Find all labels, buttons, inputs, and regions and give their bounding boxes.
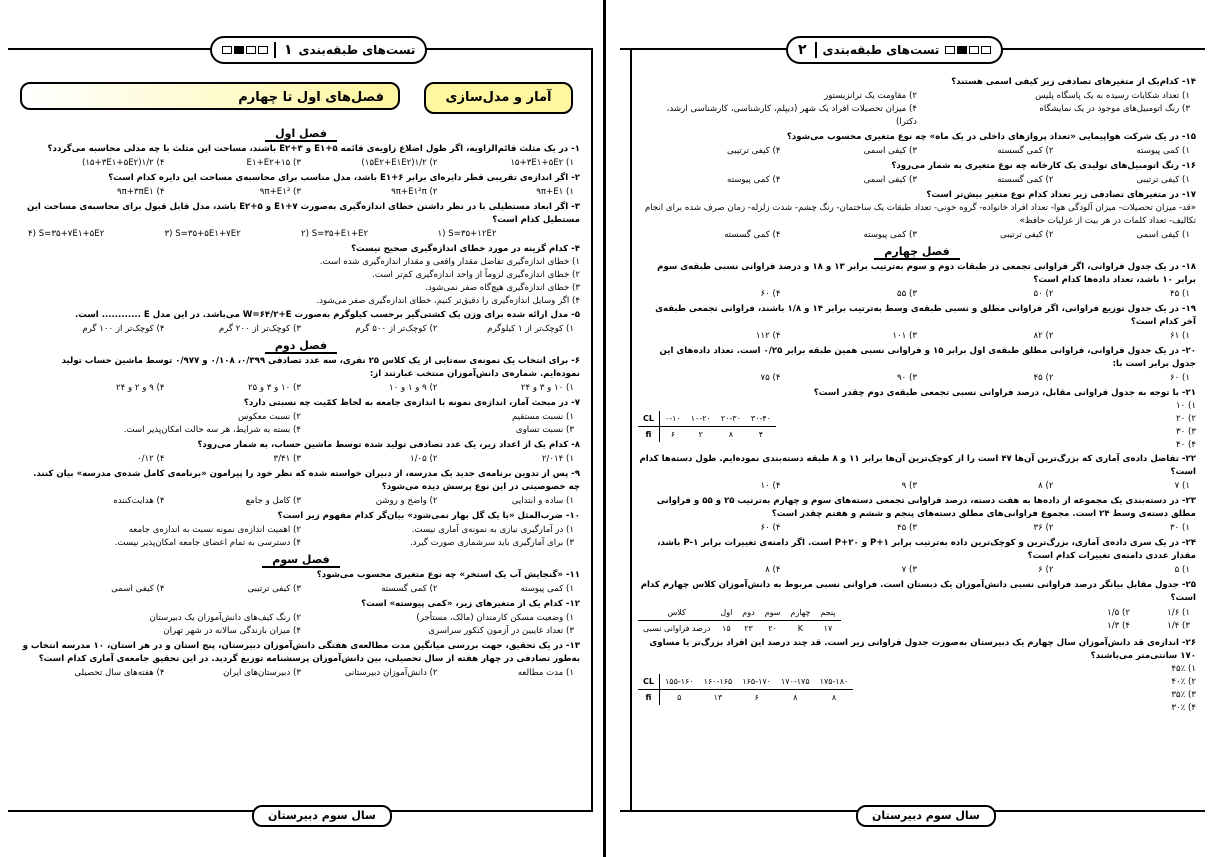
subject-label: آمار و مدل‌سازی xyxy=(445,90,552,105)
section-title: فصل دوم xyxy=(22,339,580,352)
question-3: ۳- اگر ابعاد مستطیلی با در نظر داشتن خطای اندازه‌گیری به‌صورت E۱+۷ و E۲+۵ باشد، مدل قابل قبول برای محاسبه‌ی مساحت این مستطیل کدام است؟ ۴) S=۳۵+۷E۱+۵E۲ ۳) S=۳۵+۵E۱+۷E۲ ۲) S=۳۵+E۱+E۲ ۱) S=۳۵+۱۲E۲ xyxy=(26,202,580,239)
question-14: ۱۴- کدام‌یک از متغیرهای تصادفی زیر کیفی اسمی هستند؟ ۱) تعداد شکایات رسیده به یک پاسگاه پلیس ۲) مقاومت یک ترانزیستور ۳) رنگ اتومبیل‌های موجود در یک نمایشگاه ۴) میزان تحصیلات افراد یک شهر (دیپلم، کارشناسی، کارشناسی ارشد، دکترا) xyxy=(666,77,1196,127)
question-4: ۴- کدام گزینه در مورد خطای اندازه‌گیری صحیح نیست؟ ۱) خطای اندازه‌گیری تفاضل مقدار واقعی و مقدار اندازه‌گیری شده است. ۲) خطای اندازه‌گیری لزوماً از واحد اندازه‌گیری کم‌تر است. ۳) خطای اندازه‌گیری هیچ‌گاه صفر نمی‌شود. ۴) اگر وسایل اندازه‌گیری را دقیق‌تر کنیم، خطای اندازه‌گیری صفر می‌شود. xyxy=(316,244,580,306)
right-content xyxy=(638,76,1196,716)
section-title: فصل سوم xyxy=(22,553,580,566)
subject-box xyxy=(424,82,573,114)
question-20: ۲۰- در یک جدول فراوانی، فراوانی مطلق طبقه‌ی اول برابر ۱۵ و فراوانی نسبی همین طبقه برابر ۰/۲۵ است. تعداد داده‌های این جدول برابر است با: ۱) ۶۰ ۲) ۴۵ ۳) ۹۰ ۴) ۷۵ xyxy=(659,346,1196,383)
question-22: ۲۲- تفاضل داده‌ی آماری که بزرگ‌ترین آن‌ها ۴۷ است را از کوچک‌ترین آن‌ها برابر ۱۱ و ۸ طبقه دسته‌بندی نموده‌ایم. طول دسته‌ها کدام است؟ ۱) ۷ ۲) ۸ ۳) ۹ ۴) ۱۰ xyxy=(639,454,1196,491)
left-content xyxy=(22,124,580,682)
page-right xyxy=(606,0,1211,857)
question-23: ۲۳- در دسته‌بندی یک مجموعه از داده‌ها به هفت دسته، درصد فراوانی تجمعی دسته‌های سوم و چهارم به‌ترتیب ۲۵ و ۵۵ و فراوانی مطلق دسته‌ی وسط ۲۴ است. مجموع فراوانی‌های مطلق دسته‌های پنجم و ششم و هفتم چقدر است؟ ۱) ۳۰ ۲) ۳۶ ۳) ۴۵ ۴) ۶۰ xyxy=(656,496,1196,533)
question-24: ۲۴- در یک سری داده‌ی آماری، بزرگ‌ترین و کوچک‌ترین داده به‌ترتیب برابر P+۱ و P+۲۰ است. اگر دامنه‌ی تغییرات برابر P-۱ باشد، مقدار عددی دامنه‌ی تغییرات کدام است؟ ۱) ۵ ۲) ۶ ۳) ۷ ۴) ۸ xyxy=(657,538,1196,575)
page-header xyxy=(786,36,1003,64)
frequency-table: CL ۰-۱۰ ۱۰-۲۰ ۲۰-۳۰ ۳۰-۴۰ fi ۶ ۲ ۸ ۴ xyxy=(638,411,776,442)
question-16: ۱۶- رنگ اتومبیل‌های تولیدی یک کارخانه چه نوع متغیری به شمار می‌رود؟ ۱) کیفی ترتیبی ۲) کمی گسسته ۳) کیفی اسمی ۴) کمی پیوسته xyxy=(727,161,1196,185)
question-5: ۵- مدل ارائه شده برای وزن یک کشتی‌گیر برحسب کیلوگرم به‌صورت W=۶۴/۲+E می‌باشد. در این مدل E ............ است. ۱) کوچک‌تر از ۱ کیلوگرم ۲) کوچک‌تر از ۵۰۰ گرم ۳) کوچک‌تر از ۲۰۰ گرم ۴) کوچک‌تر از ۱۰۰ گرم xyxy=(74,310,580,334)
page-header xyxy=(210,36,427,64)
page-footer: سال سوم دبیرستان xyxy=(252,805,392,827)
question-13: ۱۳- در یک تحقیق، جهت بررسی میانگین مدت مطالعه‌ی هفتگی دانش‌آموزان دبیرستان، پنج استان و در هر استان، ۱۰ مدرسه انتخاب و به‌طور تصادفی در چهار هفته از سال تحصیلی، بین دانش‌آموزان پرسشنامه توزیع گردید. در این تحقیق جامعه‌ی آماری کدام است؟ ۱) مدت مطالعه ۲) دانش‌آموزان دبیرستانی ۳) دبیرستان‌های ایران ۴) هفته‌های سال تحصیلی xyxy=(22,641,580,678)
question-25: ۲۵- جدول مقابل بیانگر درصد فراوانی نسبی دانش‌آموزان یک دبستان است. فراوانی نسبی مربوط به دانش‌آموزان کلاس چهارم کدام است؟ ۱) ۱/۶ ۲) ۱/۵ ۳) ۱/۴ ۴) ۱/۳ پنجم چهارم سوم دوم اول کلاس ۱۷ K ۲۰ ۲۳ ۱۵ درصد فراوانی نسبی xyxy=(638,579,1196,636)
page-footer: سال سوم دبیرستان xyxy=(856,805,996,827)
question-8: ۸- کدام یک از اعداد زیر، یک عدد تصادفی تولید شده توسط ماشین حساب، به شمار می‌رود؟ ۱) ۲/۰۱۴ ۲) ۱/۰۵ ۳) ۳/۴۱ ۴) ۰/۱۲ xyxy=(137,440,580,464)
page-number: ۱ xyxy=(274,42,293,58)
outer-rule xyxy=(630,48,632,812)
outer-rule xyxy=(591,48,593,812)
height-frequency-table: CL ۱۵۵-۱۶۰ ۱۶۰-۱۶۵ ۱۶۵-۱۷۰ ۱۷۰-۱۷۵ ۱۷۵-۱۸۰ fi ۵ ۱۳ ۶ ۸ ۸ xyxy=(638,674,853,705)
question-26: ۲۶- اندازه‌ی قد دانش‌آموزان سال چهارم یک دبیرستان به‌صورت جدول فراوانی زیر است. قد چند درصد این افراد بزرگ‌تر یا مساوی ۱۷۰ سانتی‌متر می‌باشند؟ ۱) ۴۵٪ ۲) ۴۰٪ ۳) ۳۵٪ ۴) ۳۰٪ CL ۱۵۵-۱۶۰ ۱۶۰-۱۶۵ ۱۶۵-۱۷۰ ۱۷۰-۱۷۵ ۱۷۵-۱۸۰ fi ۵ ۱۳ ۶ ۸ ۸ xyxy=(638,637,1196,715)
question-15: ۱۵- در یک شرکت هواپیمایی «تعداد پروازهای داخلی در یک ماه» چه نوع متغیری محسوب می‌شود؟ ۱) کمی پیوسته ۲) کمی گسسته ۳) کیفی اسمی ۴) کیفی ترتیبی xyxy=(726,132,1196,156)
class-percent-table: پنجم چهارم سوم دوم اول کلاس ۱۷ K ۲۰ ۲۳ ۱۵ درصد فراوانی نسبی xyxy=(638,605,841,636)
question-21: ۲۱- با توجه به جدول فراوانی مقابل، درصد فراوانی نسبی تجمعی طبقه‌ی دوم چقدر است؟ ۱) ۱۰ ۲) ۲۰ ۳) ۳۰ ۴) ۴۰ CL ۰-۱۰ ۱۰-۲۰ ۲۰-۳۰ ۳۰-۴۰ fi ۶ ۲ ۸ ۴ xyxy=(638,387,1196,452)
question-9: ۹- پس از تدوین برنامه‌ی جدید یک مدرسه، از دبیران خواسته شده که نظر خود را پیرامون «برنامه‌ی کامل شده‌ی مدرسه» بیان کنند. چه خصوصیتی در این نوع پرسش دیده می‌شود؟ ۱) ساده و ابتدایی ۲) واضح و روشن ۳) کامل و جامع ۴) هدایت‌کننده xyxy=(33,469,580,506)
section-title: فصل اول xyxy=(22,127,580,140)
question-17: ۱۷- در متغیرهای تصادفی زیر تعداد کدام نوع متغیر بیش‌تر است؟ «قد- میزان تحصیلات- میزان آلودگی هوا- تعداد افراد خانواده- گروه خونی- تعداد طبقات یک ساختمان- رنگ چشم- شدت زلزله- زمان صرف شده برای انجام تکالیف- تعداد کلمات در هر بیت از غزلیات حافظ» ۱) کیفی اسمی ۲) کیفی ترتیبی ۳) کمی پیوسته ۴) کمی گسسته xyxy=(644,190,1196,240)
question-19: ۱۹- در یک جدول توزیع فراوانی، اگر فراوانی مطلق و نسبی طبقه‌ی وسط به‌ترتیب برابر ۱۴ و ۱/۸ باشند، فراوانی تجمعی طبقه‌ی آخر کدام است؟ ۱) ۶۱ ۲) ۸۲ ۳) ۱۰۱ ۴) ۱۱۲ xyxy=(655,304,1196,341)
question-12: ۱۲- کدام یک از متغیرهای زیر، «کمی پیوسته» است؟ ۱) وضعیت مسکن کارمندان (مالک، مستأجر) ۲) رنگ کیف‌های دانش‌آموزان یک دبیرستان ۳) تعداد غایبین در آزمون کنکور سراسری ۴) میزان بارندگی سالانه در شهر تهران xyxy=(149,599,580,636)
question-10: ۱۰- ضرب‌المثل «با یک گل بهار نمی‌شود» بیان‌گر کدام مفهوم زیر است؟ ۱) در آمارگیری نیازی به نمونه‌ی آماری نیست. ۲) اهمیت اندازه‌ی نمونه نسبت به اندازه‌ی جامعه ۳) برای آمارگیری باید سرشماری صورت گیرد. ۴) دسترسی به تمام اعضای جامعه امکان‌پذیر نیست. xyxy=(114,511,580,548)
question-11: ۱۱- «گنجایش آب یک استخر» چه نوع متغیری محسوب می‌شود؟ ۱) کمی پیوسته ۲) کمی گسسته ۳) کیفی ترتیبی ۴) کیفی اسمی xyxy=(111,570,580,594)
question-7: ۷- در مبحث آمار، اندازه‌ی نمونه با اندازه‌ی جامعه به لحاظ کمّیت چه نسبتی دارد؟ ۱) نسبت مستقیم ۲) نسبت معکوس ۳) نسبت تساوی ۴) بسته به شرایط، هر سه حالت امکان‌پذیر است. xyxy=(123,398,580,435)
chapters-box xyxy=(20,82,400,110)
question-18: ۱۸- در یک جدول فراوانی، اگر فراوانی تجمعی در طبقات دوم و سوم به‌ترتیب برابر ۱۳ و ۱۸ و درصد فراوانی نسبی طبقه‌ی سوم برابر ۱۰ باشد، تعداد داده‌ها کدام است؟ ۱) ۴۵ ۲) ۵۰ ۳) ۵۵ ۴) ۶۰ xyxy=(657,262,1196,299)
chapters-label: فصل‌های اول تا چهارم xyxy=(238,90,384,105)
header-title: تست‌های طبقه‌بندی xyxy=(298,43,416,57)
section-title: فصل چهارم xyxy=(638,245,1196,258)
progress-dots xyxy=(222,46,268,54)
question-2: ۲- اگر اندازه‌ی تقریبی قطر دایره‌ای برابر E۱+۶ باشد، مدل مناسب برای محاسبه‌ی مساحت این دایره کدام است؟ ۱) ۹π+E۱ ۲) ۹π+E۱²π ۳) ۹π+E۱² ۴) ۹π+۳πE۱ xyxy=(108,173,580,197)
header-title: تست‌های طبقه‌بندی xyxy=(822,43,940,57)
question-6: ۶- برای انتخاب یک نمونه‌ی سه‌تایی از یک کلاس ۲۵ نفری، سه عدد تصادفی ۰/۳۹۹، ۰/۱۰۸ و ۰/۹۷۷ توسط ماشین حساب تولید نموده‌ایم. شماره‌ی دانش‌آموزان منتخب عبارتند از: ۱) ۱۰ و ۳ و ۲۴ ۲) ۹ و ۱ و ۱۰ ۳) ۱۰ و ۳ و ۲۵ ۴) ۹ و ۲ و ۲۴ xyxy=(61,356,580,393)
question-1: ۱- در یک مثلث قائم‌الزاویه، اگر طول اضلاع زاویه‌ی قائمه E۱+۵ و E۲+۳ باشند، مساحت این مثلث با چه مدلی محاسبه می‌گردد؟ ۱) ۱۵+۳E۱+۵E۲ ۲) ۱/۲(۱۵E۲+E۱E۲) ۳) ۱۵+E۱+E۲ ۴) ۱/۲(۱۵+۳E۱+۵E۲) xyxy=(47,144,580,168)
page-number: ۲ xyxy=(798,42,817,58)
progress-dots xyxy=(945,46,991,54)
